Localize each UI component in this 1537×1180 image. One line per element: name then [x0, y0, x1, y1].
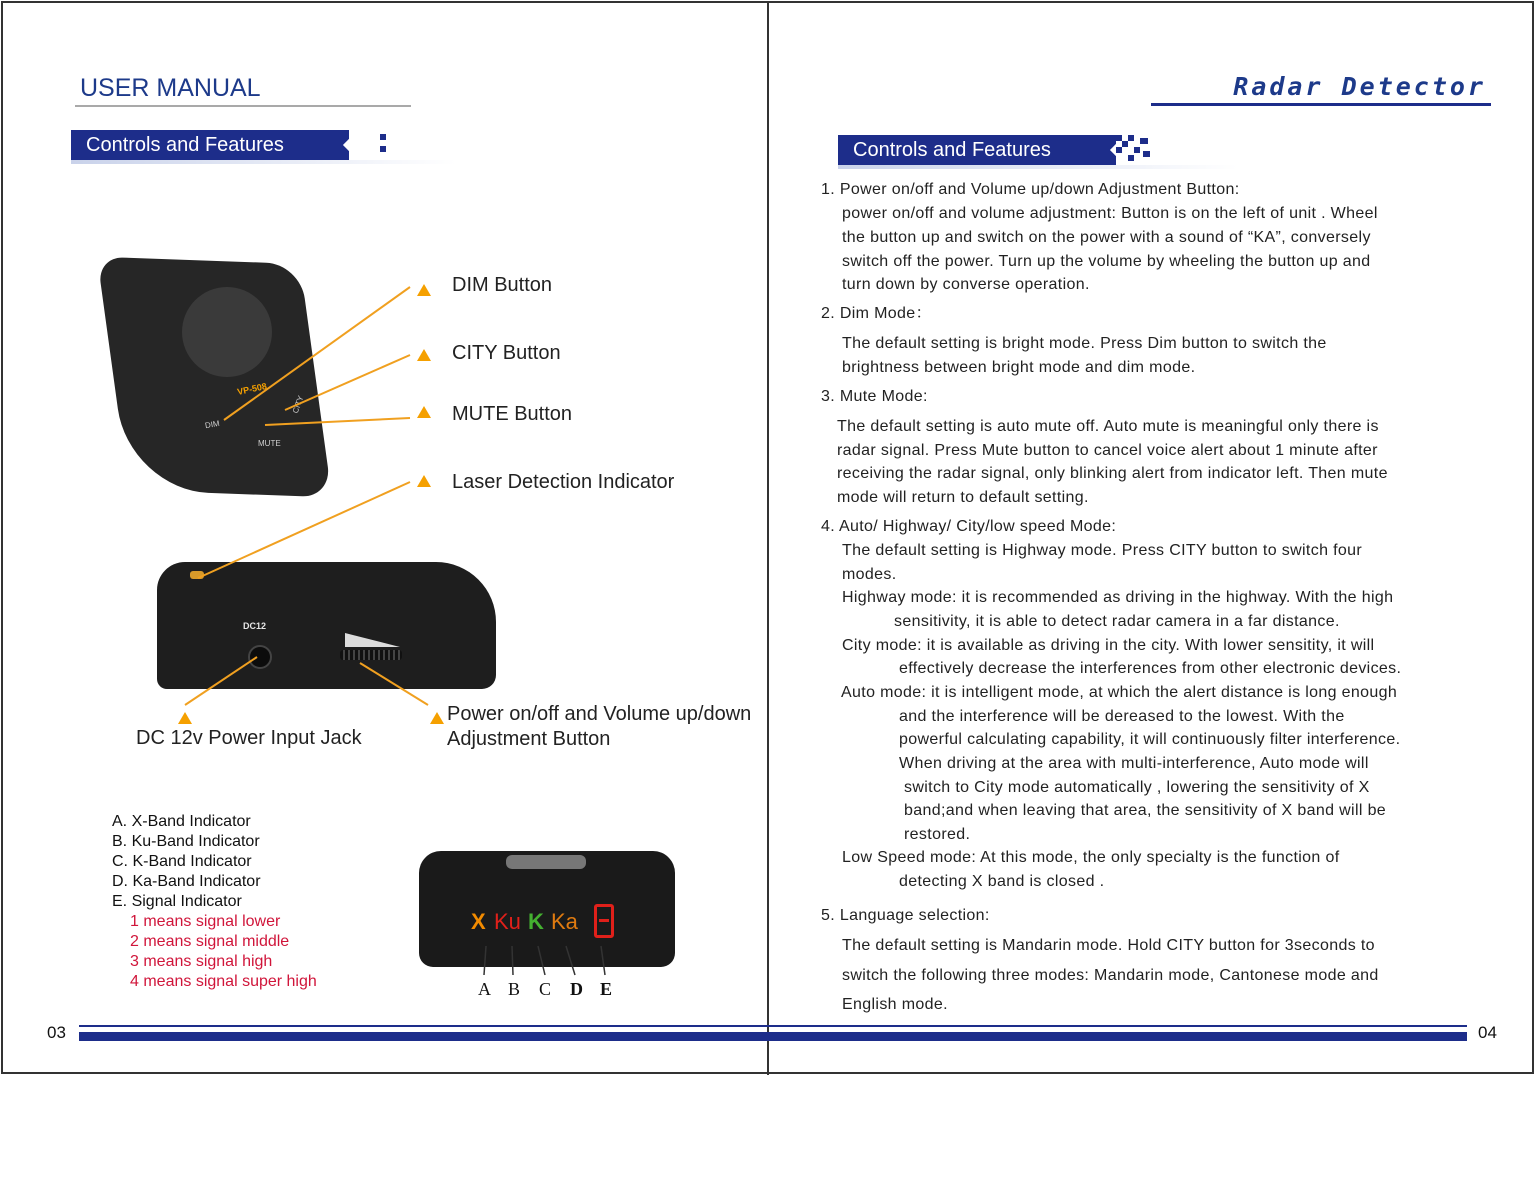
legend-item: E. Signal Indicator [112, 893, 242, 910]
legend-item: C. K-Band Indicator [112, 853, 252, 870]
text-line: the button up and switch on the power with a sound of “KA”, conversely [842, 229, 1371, 246]
text-line: turn down by converse operation. [842, 276, 1090, 293]
letter-c: C [539, 979, 552, 999]
band-ka: Ka [551, 909, 578, 934]
band-x: X [471, 909, 486, 934]
leader-dim [224, 287, 410, 420]
callout-marker [417, 349, 431, 361]
left-page-number: 03 [47, 1023, 66, 1042]
callout-city-button: CITY Button [452, 342, 561, 364]
text-line: and the interference will be dereased to the lowest. With the [899, 708, 1345, 725]
leader-dc [185, 657, 257, 705]
callout-mute-button: MUTE Button [452, 403, 573, 425]
text-line: The default setting is Highway mode. Press CITY button to switch four [842, 542, 1363, 559]
right-page-number: 04 [1478, 1023, 1497, 1042]
band-ku: Ku [494, 909, 521, 934]
leader-a [484, 946, 486, 975]
signal-level: 2 means signal middle [130, 933, 290, 950]
text-line: detecting X band is closed . [899, 873, 1105, 890]
text-line: powerful calculating capability, it will continuously filter interference. [899, 731, 1401, 748]
legend-item: D. Ka-Band Indicator [112, 873, 261, 890]
text-line: switch off the power. Turn up the volume by wheeling the button up and [842, 253, 1371, 270]
text-line: power on/off and volume adjustment: Button is on the left of unit . Wheel [842, 205, 1378, 222]
left-header: USER MANUAL [80, 74, 261, 102]
leader-d [566, 946, 575, 975]
text-line: The default setting is auto mute off. Auto mute is meaningful only there is [837, 418, 1379, 435]
text-line: switch the following three modes: Mandarin mode, Cantonese mode and [842, 967, 1379, 984]
text-line: The default setting is Mandarin mode. Hold CITY button for 3seconds to [842, 937, 1375, 954]
text-line: restored. [904, 826, 971, 843]
text-line: English mode. [842, 996, 948, 1013]
text-line: 4. Auto/ Highway/ City/low speed Mode: [821, 518, 1117, 535]
device-dim-label: DIM [204, 418, 221, 431]
callout-dim-button: DIM Button [452, 274, 553, 296]
device-dc12-label: DC12 [243, 621, 267, 631]
pixel-decor [1134, 147, 1140, 153]
text-line: sensitivity, it is able to detect radar camera in a far distance. [894, 613, 1340, 630]
left-section-title: Controls and Features [86, 134, 284, 156]
device-model-label: VP-508 [236, 380, 268, 398]
band-k: K [528, 909, 544, 934]
text-line: Highway mode: it is recommended as driving in the highway. With the high [842, 589, 1394, 606]
text-line: When driving at the area with multi-interference, Auto mode will [899, 755, 1369, 772]
letter-a: A [478, 979, 491, 999]
callout-dc-jack: DC 12v Power Input Jack [136, 727, 362, 749]
leader-power [360, 663, 428, 705]
leader-c [538, 946, 545, 975]
text-line: modes. [842, 566, 897, 583]
text-line: switch to City mode automatically , lowering the sensitivity of X [904, 779, 1370, 796]
callout-laser-indicator: Laser Detection Indicator [452, 471, 675, 493]
band-legend [112, 812, 317, 992]
signal-level: 3 means signal high [130, 953, 273, 970]
text-line: radar signal. Press Mute button to cancel voice alert about 1 minute after [837, 442, 1378, 459]
callout-marker [178, 712, 192, 724]
leader-laser [198, 482, 410, 578]
pixel-decor [1140, 138, 1148, 144]
pixel-decor [1116, 147, 1122, 153]
letter-b: B [508, 979, 521, 999]
leader-mute [265, 418, 410, 425]
text-line: 3. Mute Mode: [821, 388, 928, 405]
text-line: 5. Language selection: [821, 907, 990, 924]
text-line: The default setting is bright mode. Press Dim button to switch the [842, 335, 1327, 352]
text-line: receiving the radar signal, only blinking alert from indicator left. Then mute [837, 465, 1388, 482]
footer-rule-thin [79, 1025, 1467, 1027]
text-line: brightness between bright mode and dim mode. [842, 359, 1196, 376]
letter-e: E [600, 979, 613, 999]
callout-marker [417, 284, 431, 296]
text-line: 2. Dim Mode： [821, 305, 932, 322]
right-section-title: Controls and Features [853, 139, 1051, 161]
callout-power-line1: Power on/off and Volume up/down [447, 703, 752, 725]
letter-d: D [570, 979, 583, 999]
device-city-label: CITY [290, 394, 306, 415]
callout-marker [417, 406, 431, 418]
pixel-decor [1122, 141, 1128, 147]
right-header: Radar Detector [1233, 72, 1486, 101]
pixel-decor [1128, 155, 1134, 161]
right-section-shade [838, 165, 1238, 169]
legend-item: A. X-Band Indicator [112, 813, 251, 830]
text-line: mode will return to default setting. [837, 489, 1089, 506]
text-line: band;and when leaving that area, the sensitivity of X band will be [904, 802, 1387, 819]
text-line: 1. Power on/off and Volume up/down Adjustment Button: [821, 181, 1240, 198]
text-line: effectively decrease the interferences from other electronic devices. [899, 660, 1402, 677]
leader-b [512, 946, 513, 975]
footer-rule-thick [79, 1032, 1467, 1041]
callout-marker [430, 712, 444, 724]
text-line: Low Speed mode: At this mode, the only specialty is the function of [842, 849, 1340, 866]
callout-marker [417, 475, 431, 487]
pixel-decor [1143, 151, 1150, 157]
text-line: City mode: it is available as driving in the city. With lower sensitity, it will [842, 637, 1375, 654]
text-line: Auto mode: it is intelligent mode, at which the alert distance is long enough [841, 684, 1398, 701]
legend-item: B. Ku-Band Indicator [112, 833, 260, 850]
leader-e [601, 946, 605, 975]
right-section-bar [838, 135, 1116, 165]
pixel-decor [1128, 135, 1134, 141]
right-header-rule [1151, 103, 1491, 106]
device-mute-label: MUTE [258, 439, 281, 448]
signal-level: 1 means signal lower [130, 913, 281, 930]
callout-power-line2: Adjustment Button [447, 728, 611, 750]
signal-level: 4 means signal super high [130, 973, 317, 990]
